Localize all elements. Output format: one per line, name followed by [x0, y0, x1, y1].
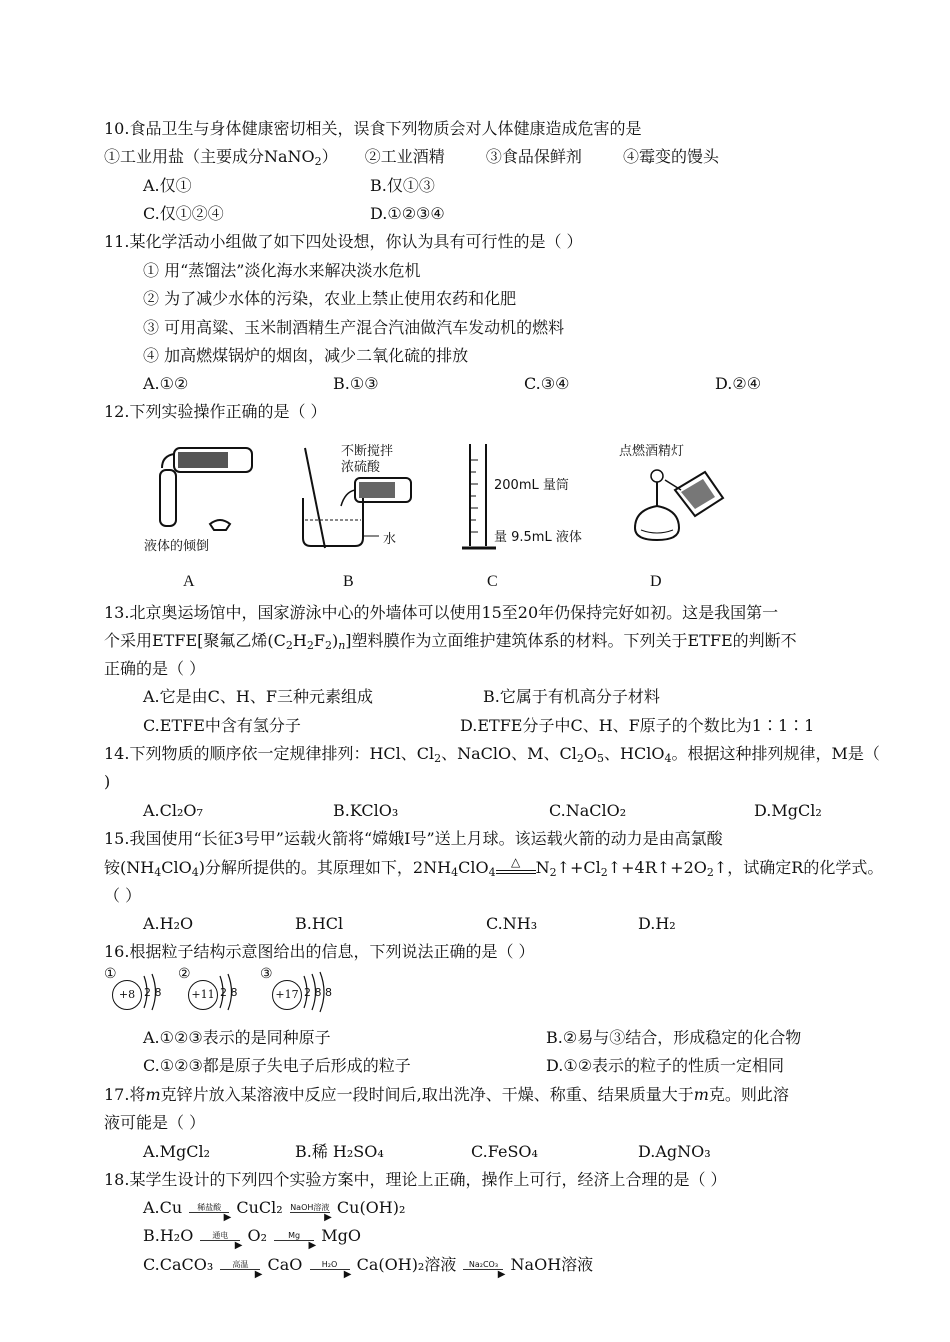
particle-1-label: ① — [104, 966, 117, 982]
figure-b-caption-stir: 不断搅拌 — [341, 444, 394, 459]
q11-item-4: ④ 加高燃煤锅炉的烟囱，减少二氧化硫的排放 — [143, 346, 469, 365]
q14-line-2: ) — [104, 772, 111, 791]
q10-item-4: ④霉变的馒头 — [623, 147, 720, 166]
q18-option-b: B.H₂O 通电 ▶ O₂ Mg ▶ MgO — [143, 1226, 361, 1251]
q10-item-2: ②工业酒精 — [364, 147, 445, 166]
figure-d-caption: 点燃酒精灯 — [619, 444, 685, 459]
q13-line-1: 13.北京奥运场馆中，国家游泳中心的外墙体可以使用15至20年仍保持完好如初。这是我国第一 — [104, 603, 779, 622]
q17-option-d: D.AgNO₃ — [638, 1142, 711, 1161]
q10-option-a: A.仅① — [143, 176, 192, 195]
reaction-arrow: 稀盐酸 ▶ — [187, 1201, 231, 1217]
q11-item-3: ③ 可用高粱、玉米制酒精生产混合汽油做汽车发动机的燃料 — [143, 318, 565, 337]
figure-b — [295, 440, 435, 570]
decomposition-equals-sign: △ — [496, 864, 536, 874]
particle-3-nucleus: +17 — [272, 980, 302, 1010]
q18-option-c: C.CaCO₃ 高温 ▶ CaO H₂O ▶ Ca(OH)₂溶液 Na₂CO₃ ▶ NaOH溶液 — [143, 1255, 594, 1280]
particle-3-label: ③ — [260, 966, 273, 982]
particle-1-nucleus: +8 — [112, 980, 142, 1010]
q13-option-c: C.ETFE中含有氢分子 — [143, 716, 301, 735]
q16-option-a: A.①②③表示的是同种原子 — [143, 1028, 331, 1047]
figure-d — [615, 440, 745, 570]
q11-item-1: ① 用“蒸馏法”淡化海水来解决淡水危机 — [143, 261, 421, 280]
figure-a — [140, 440, 260, 570]
q13-line-3: 正确的是（ ） — [104, 659, 206, 678]
particle-2-shells: 2 8 — [220, 986, 238, 999]
q14-option-c: C.NaClO₂ — [549, 801, 627, 820]
q12-stem: 12.下列实验操作正确的是（ ） — [104, 402, 327, 421]
figure-c-caption-measure: 量 9.5mL 液体 — [494, 530, 582, 545]
q17-option-c: C.FeSO₄ — [471, 1142, 538, 1161]
q10-option-c: C.仅①②④ — [143, 204, 224, 223]
particle-diagrams — [104, 966, 364, 1016]
q17-option-a: A.MgCl₂ — [143, 1142, 211, 1161]
figure-a-caption: 液体的倾倒 — [144, 539, 210, 554]
q14-option-b: B.KClO₃ — [333, 801, 399, 820]
figure-b-caption-acid: 浓硫酸 — [341, 460, 381, 475]
q10-item-3: ③食品保鲜剂 — [485, 147, 582, 166]
figure-d-letter: D — [650, 573, 662, 590]
q13-line-2: 个采用ETFE[聚氟乙烯$(C_2H_2F_2)_n$]塑料膜作为立面维护建筑体系的材料。下列关于ETFE的判断不 — [104, 631, 797, 652]
particle-2-label: ② — [178, 966, 191, 982]
q18-stem: 18.某学生设计的下列四个实验方案中，理论上正确，操作上可行，经济上合理的是（ ） — [104, 1170, 727, 1189]
q16-option-c: C.①②③都是原子失电子后形成的粒子 — [143, 1056, 411, 1075]
particle-3-arcs — [300, 970, 340, 1014]
q10-stem: 10.食品卫生与身体健康密切相关，误食下列物质会对人体健康造成危害的是 — [104, 119, 642, 138]
q13-option-b: B.它属于有机高分子材料 — [483, 687, 660, 706]
q17-line-1: 17.将m克锌片放入某溶液中反应一段时间后,取出洗净、干燥、称重、结果质量大于m克。则此溶 — [104, 1085, 789, 1104]
q11-stem: 11.某化学活动小组做了如下四处设想，你认为具有可行性的是（ ） — [104, 232, 583, 251]
q14-option-d: D.MgCl₂ — [754, 801, 822, 820]
figure-c-letter: C — [487, 573, 498, 590]
particle-1-arcs — [140, 970, 168, 1014]
reaction-arrow: 高温 ▶ — [218, 1258, 262, 1274]
q10-option-d: D.①②③④ — [370, 204, 445, 223]
q10-items: ①工业用盐（主要成分NaNO$_2$） ②工业酒精 ③食品保鲜剂 ④霉变的馒头 — [104, 147, 720, 168]
reaction-arrow: NaOH溶液 ▶ — [290, 1202, 332, 1223]
reaction-arrow: 通电 ▶ — [198, 1229, 242, 1245]
q15-line-2: 铵$(NH_4ClO_4)$分解所提供的。其原理如下，$2NH_4ClO_4$ △ $N_2↑+Cl_2↑+4R↑+2O_2↑$，试确定R的化学式。 — [104, 854, 884, 879]
figure-c — [460, 440, 600, 570]
figure-c-caption-volume: 200mL 量筒 — [494, 478, 569, 493]
pouring-illustration — [140, 440, 260, 550]
q15-line-1: 15.我国使用“长征3号甲”运载火箭将“嫦娥Ⅰ号”送上月球。该运载火箭的动力是由高氯酸 — [104, 829, 723, 848]
reaction-arrow: Mg ▶ — [272, 1229, 316, 1245]
reaction-arrow: H₂O ▶ — [308, 1258, 352, 1274]
q11-option-a: A.①② — [143, 374, 189, 393]
q13-option-a: A.它是由C、H、F三种元素组成 — [143, 687, 373, 706]
q11-item-2: ② 为了减少水体的污染，农业上禁止使用农药和化肥 — [143, 289, 517, 308]
reaction-arrow: Na₂CO₃ ▶ — [461, 1258, 505, 1274]
q16-stem: 16.根据粒子结构示意图给出的信息，下列说法正确的是（ ） — [104, 942, 535, 961]
q17-line-2: 液可能是（ ） — [104, 1113, 206, 1132]
q11-option-b: B.①③ — [333, 374, 379, 393]
q11-option-c: C.③④ — [524, 374, 570, 393]
particle-1-shells: 2 8 — [144, 986, 162, 999]
q14-option-a: A.Cl₂O₇ — [143, 801, 203, 820]
q16-option-d: D.①②表示的粒子的性质一定相同 — [546, 1056, 785, 1075]
q15-option-c: C.NH₃ — [486, 914, 538, 933]
q18-option-a: A.Cu 稀盐酸 ▶ CuCl₂ NaOH溶液 ▶ Cu(OH)₂ — [143, 1198, 406, 1223]
q14-line-1: 14.下列物质的顺序依一定规律排列：HCl、$Cl_2$、NaClO、M、$Cl_2O_5$、HClO$_4$。根据这种排列规律，M是（ — [104, 744, 880, 765]
q13-option-d: D.ETFE分子中C、H、F原子的个数比为1∶1∶1 — [460, 716, 815, 735]
q10-option-b: B.仅①③ — [370, 176, 435, 195]
q16-option-b: B.②易与③结合，形成稳定的化合物 — [546, 1028, 802, 1047]
q10-item-1: ①工业用盐（主要成分NaNO — [104, 147, 315, 166]
q15-option-d: D.H₂ — [638, 914, 676, 933]
figure-b-letter: B — [343, 573, 354, 590]
particle-2-arcs — [216, 970, 244, 1014]
particle-3-shells: 2 8 8 — [304, 986, 332, 999]
q15-option-b: B.HCl — [295, 914, 344, 933]
q17-option-b: B.稀 H₂SO₄ — [295, 1142, 384, 1161]
particle-2-nucleus: +11 — [188, 980, 218, 1010]
figure-a-letter: A — [183, 573, 195, 590]
figure-b-caption-water: 水 — [383, 532, 397, 547]
q15-line-3: （ ） — [104, 886, 142, 905]
q11-option-d: D.②④ — [715, 374, 762, 393]
q15-option-a: A.H₂O — [143, 914, 194, 933]
